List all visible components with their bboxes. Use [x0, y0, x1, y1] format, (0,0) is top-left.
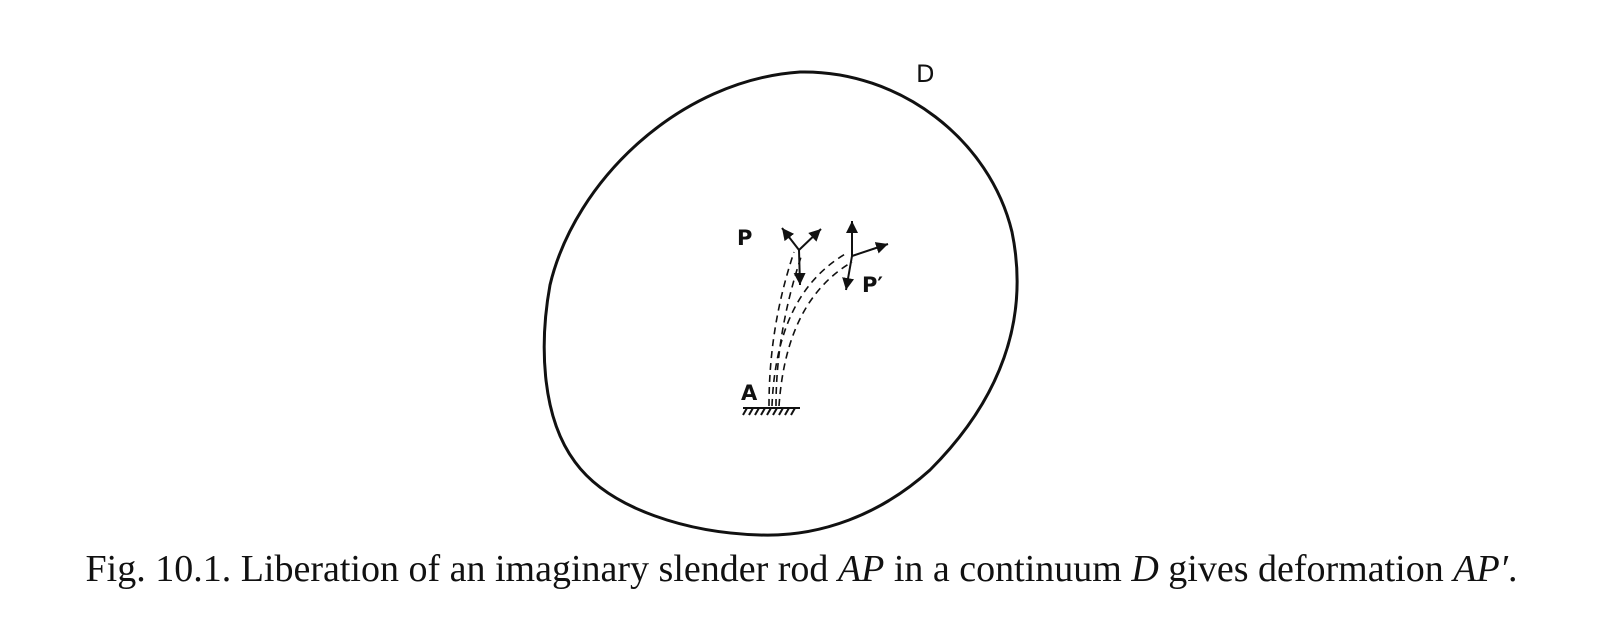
continuum-boundary	[544, 72, 1017, 535]
caption-prefix: Fig. 10.1. Liberation of an imaginary slender rod	[85, 548, 838, 590]
ground-support	[743, 408, 800, 415]
label-p-prime: P′	[862, 273, 883, 297]
label-p: P	[737, 226, 753, 250]
tip-forces-p	[782, 228, 821, 285]
caption-middle: in a continuum	[884, 548, 1132, 590]
label-a: A	[741, 381, 758, 405]
caption-end: .	[1507, 548, 1518, 590]
figure-caption	[0, 545, 1603, 593]
caption-continuum: D	[1131, 548, 1159, 590]
caption-rod: AP	[837, 548, 885, 590]
rod-ap-prime	[772, 253, 852, 406]
label-domain-d: D	[916, 60, 935, 88]
caption-deformation: AP′	[1453, 548, 1508, 590]
caption-suffix: gives deformation	[1158, 548, 1454, 590]
